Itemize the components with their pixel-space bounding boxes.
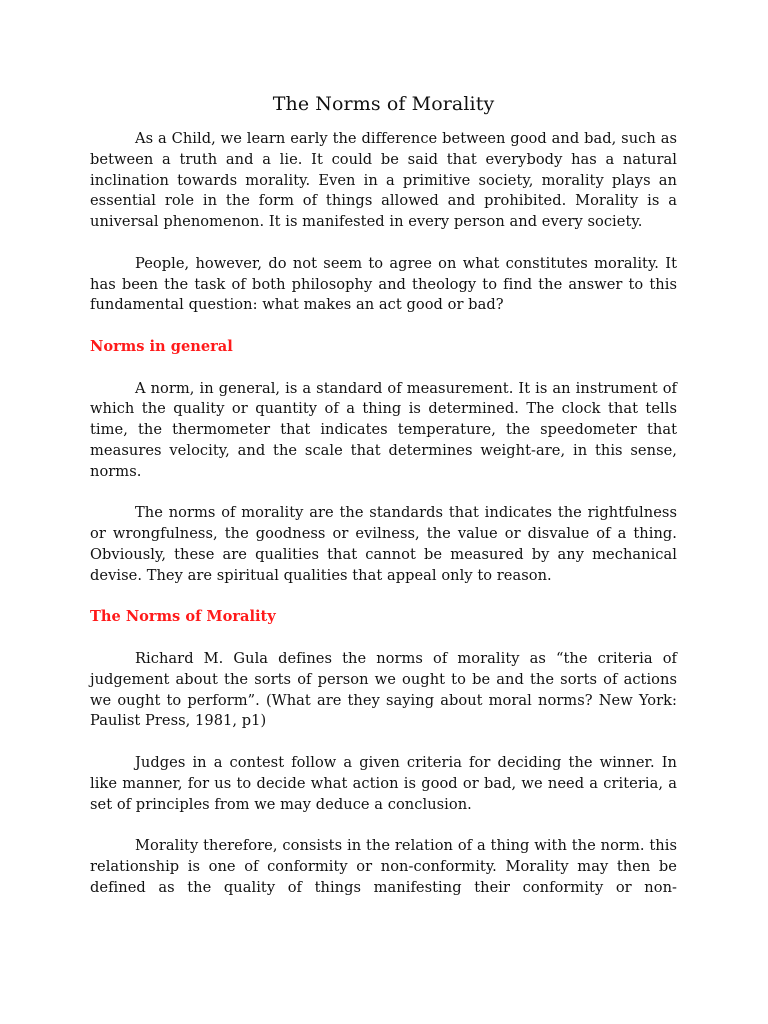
section-heading-norms-of-morality: The Norms of Morality bbox=[90, 608, 276, 626]
paragraph-norms-standards: The norms of morality are the standards that indicates the rightfulness or wrongfulness, the goodness or evilness, the value or disvalue of a thing. Obviously, these are qualities that cannot be measured by any mechanical devise. They are spiritual qualities that appeal only to reason. bbox=[90, 504, 677, 584]
paragraph-judges-criteria: Judges in a contest follow a given criteria for deciding the winner. In like manner, for us to decide what action is good or bad, we need a criteria, a set of principles from we may deduce a conclusion. bbox=[90, 753, 677, 813]
paragraph-gula-definition: Richard M. Gula defines the norms of morality as “the criteria of judgement about the sorts of person we ought to be and the sorts of actions we ought to perform”. (What are they saying about moral norms? New York: Paulist Press, 1981, p1) bbox=[90, 649, 677, 730]
page-title: The Norms of Morality bbox=[272, 93, 495, 115]
paragraph-norm-definition: A norm, in general, is a standard of measurement. It is an instrument of which the quality or quantity of a thing is determined. The clock that tells time, the thermometer that indicates temperature, the speedometer that measures velocity, and the scale that determines weight-are, in this sense, norms. bbox=[90, 379, 677, 480]
paragraph-childhood-morality: As a Child, we learn early the difference between good and bad, such as between a truth and a lie. It could be said that everybody has a natural inclination towards morality. Even in a primitive society, morality plays an essential role in the form of things allowed and prohibited. Morality is a universal phenomenon. It is manifested in every person and every society. bbox=[90, 130, 677, 231]
document-page bbox=[90, 90, 677, 898]
paragraph-morality-relation: Morality therefore, consists in the relation of a thing with the norm. this relationship is one of conformity or non-conformity. Morality may then be defined as the quality of things manifesting their conformity or non- bbox=[90, 837, 677, 896]
paragraph-constitutes-morality: People, however, do not seem to agree on what constitutes morality. It has been the task of both philosophy and theology to find the answer to this fundamental question: what makes an act good or bad? bbox=[90, 254, 677, 314]
section-heading-norms-in-general: Norms in general bbox=[90, 337, 233, 355]
